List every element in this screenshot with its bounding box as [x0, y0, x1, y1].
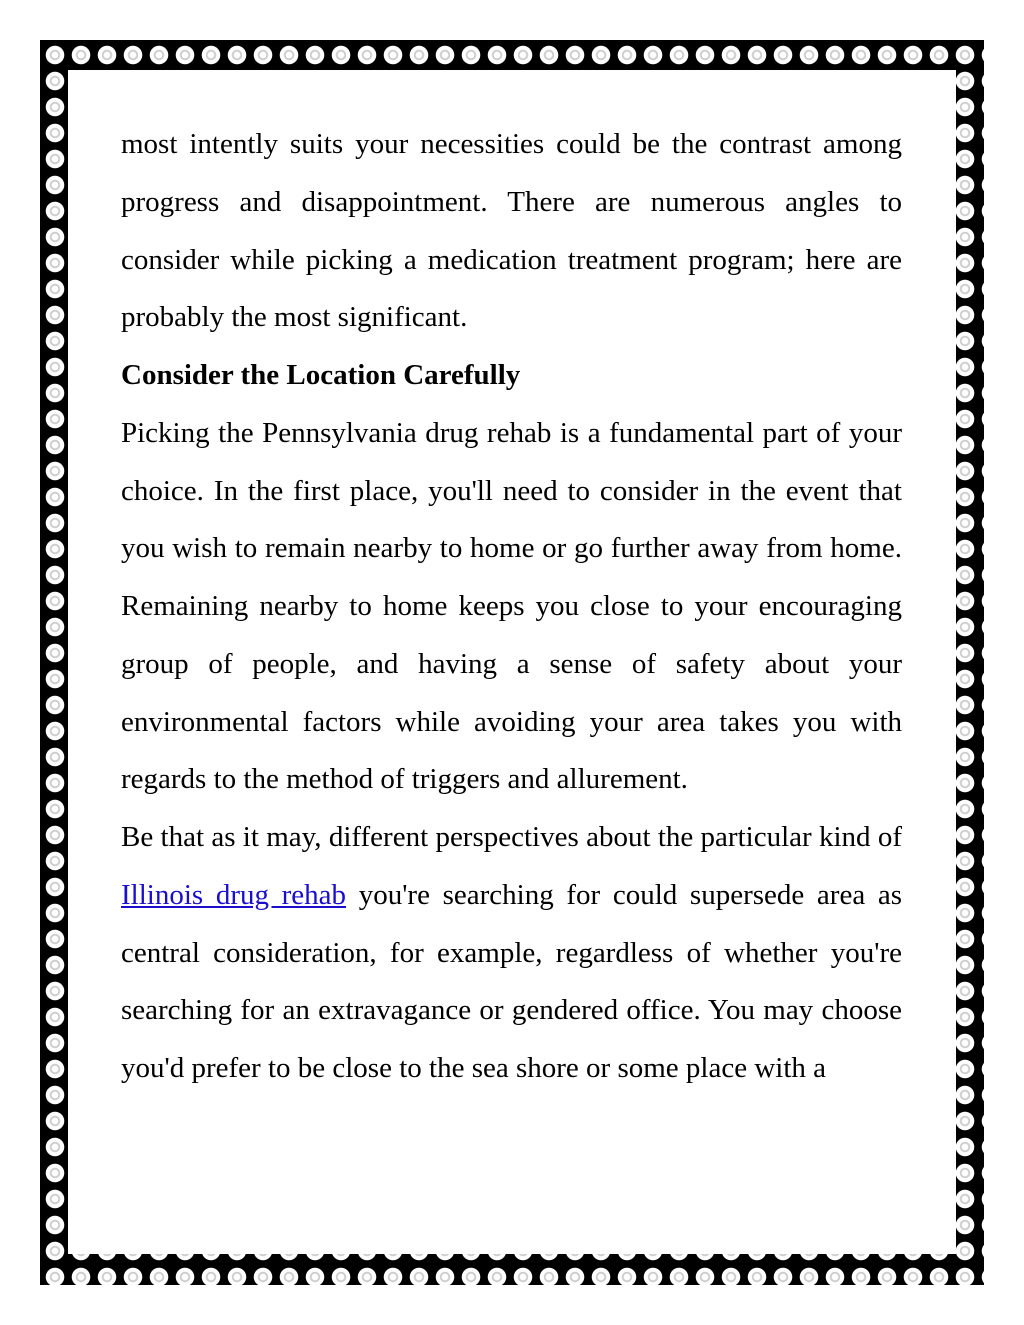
paragraph-perspectives [121, 809, 902, 1098]
paragraph-text-before-link: Be that as it may, different perspectives about the particular kind of [121, 821, 902, 853]
document-body [121, 116, 902, 1098]
illinois-drug-rehab-link[interactable]: Illinois drug rehab [121, 878, 347, 911]
paragraph-text-after-link: you're searching for could supersede area as central consideration, for example, regardless of whether you're searching for an extravagance or gendered office. You may choose you'd prefer to be close to the sea shore or some place with a [121, 878, 903, 1084]
section-heading: Consider the Location Carefully [121, 359, 521, 391]
paragraph-location: Picking the Pennsylvania drug rehab is a fundamental part of your choice. In the first place, you'll need to consider in the event that you wish to remain nearby to home or go further away from home. Remaining nearby to home keeps you close to your encouraging group of people, and having a sense of safety about your environmental factors while avoiding your area takes you with regards to the method of triggers and allurement. [121, 416, 902, 796]
paragraph-intro: most intently suits your necessities could be the contrast among progress and disappointment. There are numerous angles to consider while picking a medication treatment program; here are probably the most significant. [121, 128, 902, 334]
